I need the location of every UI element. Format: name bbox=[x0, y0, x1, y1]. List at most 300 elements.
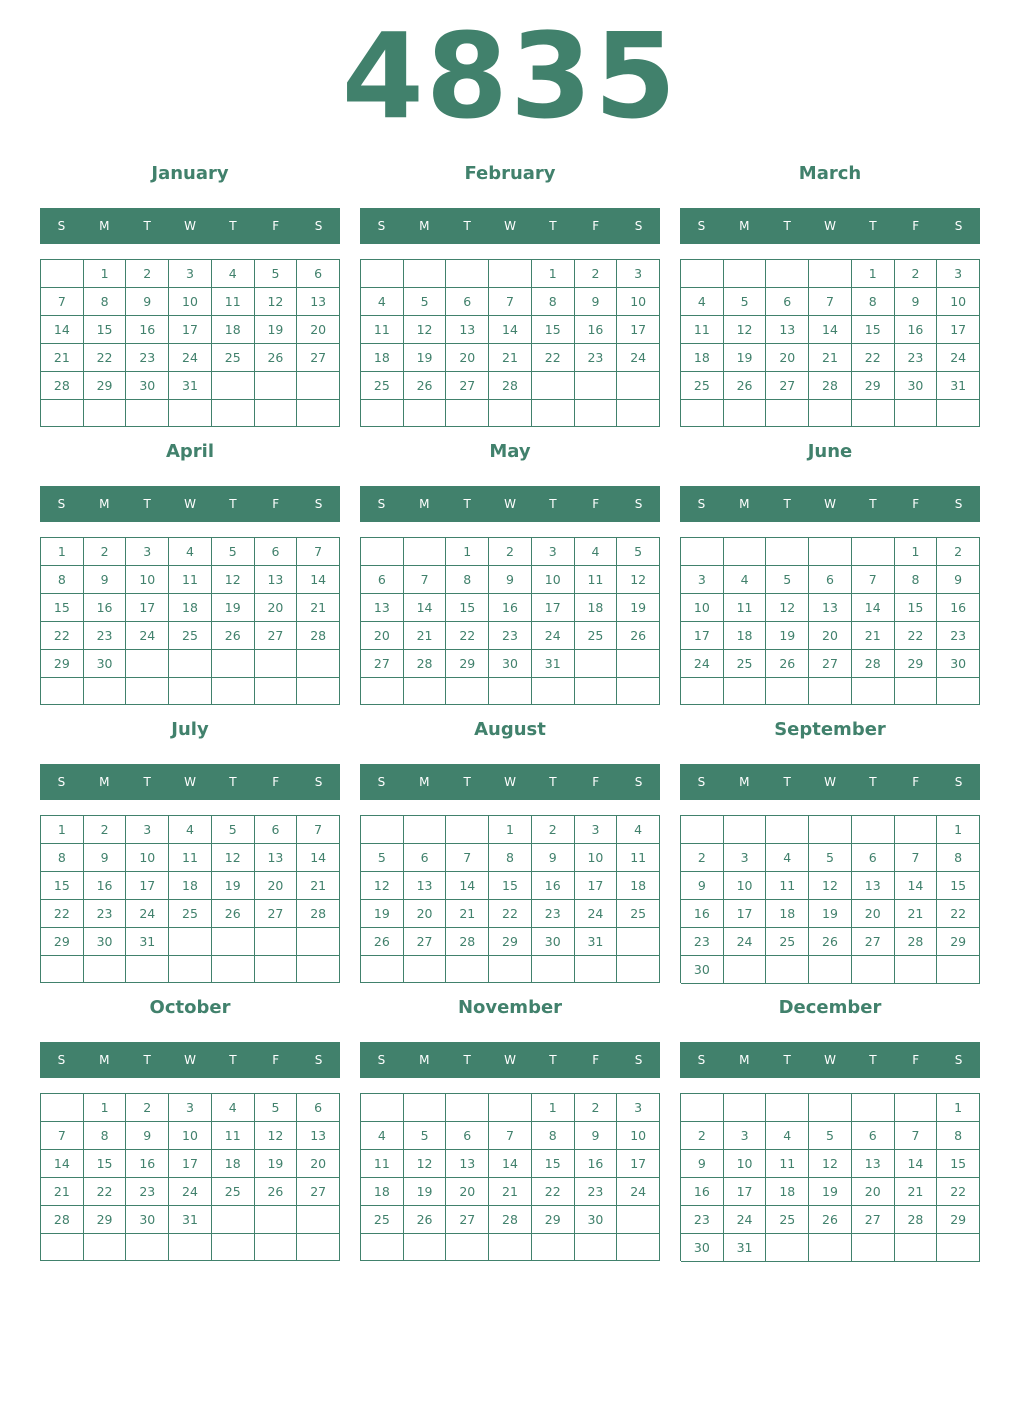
day-cell: 17 bbox=[169, 316, 212, 344]
day-cell: 20 bbox=[446, 1178, 489, 1206]
day-cell: 23 bbox=[84, 622, 127, 650]
empty-day-cell bbox=[404, 1094, 447, 1122]
day-cell: 11 bbox=[169, 566, 212, 594]
day-cell: 18 bbox=[361, 1178, 404, 1206]
day-cell: 25 bbox=[361, 372, 404, 400]
empty-day-cell bbox=[532, 372, 575, 400]
day-cell: 28 bbox=[809, 372, 852, 400]
day-cell: 28 bbox=[41, 1206, 84, 1234]
empty-day-cell bbox=[361, 400, 404, 427]
empty-day-cell bbox=[404, 1234, 447, 1261]
day-cell: 30 bbox=[489, 650, 532, 678]
day-cell: 28 bbox=[41, 372, 84, 400]
day-cell: 24 bbox=[681, 650, 724, 678]
day-cell: 17 bbox=[724, 1178, 767, 1206]
day-cell: 16 bbox=[84, 872, 127, 900]
day-cell: 19 bbox=[212, 594, 255, 622]
weekday-label: M bbox=[739, 775, 750, 789]
weekday-label: T bbox=[783, 1053, 791, 1067]
day-cell: 2 bbox=[126, 1094, 169, 1122]
day-cell: 9 bbox=[84, 844, 127, 872]
weekday-label: S bbox=[634, 497, 643, 511]
day-cell: 4 bbox=[361, 288, 404, 316]
day-cell: 2 bbox=[532, 816, 575, 844]
day-cell: 25 bbox=[724, 650, 767, 678]
day-cell: 21 bbox=[41, 1178, 84, 1206]
day-cell: 22 bbox=[852, 344, 895, 372]
day-cell: 27 bbox=[404, 928, 447, 956]
weekday-header bbox=[360, 208, 660, 244]
empty-day-cell bbox=[575, 956, 618, 983]
weekday-label: M bbox=[739, 219, 750, 233]
empty-day-cell bbox=[297, 1206, 340, 1234]
weekday-header bbox=[40, 486, 340, 522]
weekday-label: M bbox=[419, 497, 430, 511]
day-cell: 24 bbox=[617, 344, 660, 372]
empty-day-cell bbox=[404, 400, 447, 427]
weekday-label: T bbox=[549, 219, 557, 233]
day-cell: 29 bbox=[489, 928, 532, 956]
day-cell: 29 bbox=[532, 1206, 575, 1234]
day-cell: 3 bbox=[681, 566, 724, 594]
day-cell: 14 bbox=[297, 844, 340, 872]
day-cell: 22 bbox=[937, 1178, 980, 1206]
day-cell: 29 bbox=[852, 372, 895, 400]
weekday-label: S bbox=[954, 775, 963, 789]
day-cell: 7 bbox=[895, 844, 938, 872]
empty-day-cell bbox=[681, 538, 724, 566]
day-cell: 19 bbox=[724, 344, 767, 372]
day-cell: 27 bbox=[255, 622, 298, 650]
day-grid bbox=[360, 1093, 660, 1261]
empty-day-cell bbox=[617, 678, 660, 705]
weekday-label: W bbox=[184, 497, 196, 511]
day-cell: 18 bbox=[169, 594, 212, 622]
weekday-label: S bbox=[314, 775, 323, 789]
weekday-label: W bbox=[184, 219, 196, 233]
empty-day-cell bbox=[446, 1094, 489, 1122]
day-cell: 26 bbox=[766, 650, 809, 678]
day-cell: 21 bbox=[404, 622, 447, 650]
day-cell: 8 bbox=[446, 566, 489, 594]
day-cell: 26 bbox=[809, 928, 852, 956]
weekday-label: S bbox=[57, 497, 66, 511]
weekday-label: W bbox=[504, 1053, 516, 1067]
weekday-label: S bbox=[634, 219, 643, 233]
day-cell: 23 bbox=[937, 622, 980, 650]
day-cell: 19 bbox=[809, 900, 852, 928]
weekday-label: W bbox=[824, 497, 836, 511]
day-cell: 21 bbox=[895, 1178, 938, 1206]
day-cell: 1 bbox=[852, 260, 895, 288]
day-cell: 3 bbox=[169, 1094, 212, 1122]
day-cell: 26 bbox=[255, 344, 298, 372]
day-cell: 5 bbox=[404, 1122, 447, 1150]
weekday-header bbox=[40, 208, 340, 244]
day-cell: 11 bbox=[212, 1122, 255, 1150]
day-cell: 7 bbox=[852, 566, 895, 594]
day-cell: 30 bbox=[681, 956, 724, 984]
day-cell: 29 bbox=[41, 928, 84, 956]
day-cell: 10 bbox=[681, 594, 724, 622]
empty-day-cell bbox=[724, 400, 767, 427]
day-cell: 2 bbox=[681, 844, 724, 872]
day-cell: 12 bbox=[255, 1122, 298, 1150]
day-cell: 26 bbox=[724, 372, 767, 400]
day-cell: 19 bbox=[404, 1178, 447, 1206]
empty-day-cell bbox=[724, 260, 767, 288]
weekday-label: W bbox=[504, 775, 516, 789]
day-grid bbox=[40, 259, 340, 427]
weekday-label: S bbox=[954, 1053, 963, 1067]
day-cell: 6 bbox=[297, 1094, 340, 1122]
day-grid bbox=[680, 259, 980, 427]
weekday-label: S bbox=[954, 219, 963, 233]
day-cell: 30 bbox=[84, 928, 127, 956]
empty-day-cell bbox=[361, 678, 404, 705]
weekday-label: T bbox=[229, 1053, 237, 1067]
day-cell: 20 bbox=[809, 622, 852, 650]
day-cell: 25 bbox=[169, 622, 212, 650]
day-cell: 24 bbox=[937, 344, 980, 372]
day-cell: 28 bbox=[852, 650, 895, 678]
day-cell: 22 bbox=[84, 344, 127, 372]
empty-day-cell bbox=[852, 1234, 895, 1262]
day-cell: 12 bbox=[255, 288, 298, 316]
day-cell: 21 bbox=[297, 594, 340, 622]
day-cell: 19 bbox=[255, 1150, 298, 1178]
empty-day-cell bbox=[766, 400, 809, 427]
weekday-label: S bbox=[377, 219, 386, 233]
month-title: August bbox=[474, 719, 546, 740]
day-cell: 31 bbox=[169, 1206, 212, 1234]
empty-day-cell bbox=[809, 400, 852, 427]
day-cell: 14 bbox=[809, 316, 852, 344]
day-cell: 25 bbox=[766, 1206, 809, 1234]
day-cell: 6 bbox=[852, 844, 895, 872]
empty-day-cell bbox=[489, 956, 532, 983]
day-cell: 11 bbox=[617, 844, 660, 872]
empty-day-cell bbox=[575, 1234, 618, 1261]
month-title: February bbox=[464, 163, 556, 184]
day-cell: 2 bbox=[937, 538, 980, 566]
day-cell: 31 bbox=[532, 650, 575, 678]
month-title: November bbox=[457, 997, 563, 1018]
empty-day-cell bbox=[895, 956, 938, 984]
day-cell: 10 bbox=[169, 1122, 212, 1150]
empty-day-cell bbox=[212, 650, 255, 678]
empty-day-cell bbox=[895, 1094, 938, 1122]
empty-day-cell bbox=[361, 816, 404, 844]
day-cell: 31 bbox=[575, 928, 618, 956]
weekday-label: T bbox=[783, 775, 791, 789]
day-cell: 2 bbox=[681, 1122, 724, 1150]
month-title: March bbox=[798, 163, 862, 184]
day-cell: 10 bbox=[575, 844, 618, 872]
empty-day-cell bbox=[937, 1234, 980, 1262]
weekday-label: T bbox=[229, 775, 237, 789]
day-cell: 22 bbox=[446, 622, 489, 650]
day-cell: 13 bbox=[255, 566, 298, 594]
empty-day-cell bbox=[617, 1206, 660, 1234]
day-cell: 7 bbox=[41, 288, 84, 316]
day-cell: 23 bbox=[532, 900, 575, 928]
day-cell: 8 bbox=[532, 1122, 575, 1150]
empty-day-cell bbox=[446, 400, 489, 427]
day-cell: 26 bbox=[361, 928, 404, 956]
empty-day-cell bbox=[809, 1234, 852, 1262]
day-cell: 12 bbox=[212, 566, 255, 594]
day-cell: 24 bbox=[532, 622, 575, 650]
day-cell: 29 bbox=[937, 1206, 980, 1234]
day-cell: 10 bbox=[937, 288, 980, 316]
weekday-label: M bbox=[99, 775, 110, 789]
day-cell: 12 bbox=[361, 872, 404, 900]
empty-day-cell bbox=[681, 816, 724, 844]
weekday-label: S bbox=[314, 219, 323, 233]
weekday-label: S bbox=[697, 775, 706, 789]
day-cell: 2 bbox=[575, 260, 618, 288]
day-cell: 24 bbox=[617, 1178, 660, 1206]
day-cell: 16 bbox=[681, 900, 724, 928]
empty-day-cell bbox=[41, 260, 84, 288]
day-cell: 9 bbox=[126, 288, 169, 316]
day-cell: 16 bbox=[575, 316, 618, 344]
day-cell: 9 bbox=[681, 1150, 724, 1178]
day-cell: 14 bbox=[297, 566, 340, 594]
day-cell: 16 bbox=[937, 594, 980, 622]
day-cell: 7 bbox=[489, 1122, 532, 1150]
day-cell: 11 bbox=[169, 844, 212, 872]
weekday-label: F bbox=[592, 497, 600, 511]
weekday-label: W bbox=[824, 219, 836, 233]
empty-day-cell bbox=[681, 678, 724, 705]
day-cell: 8 bbox=[852, 288, 895, 316]
day-cell: 13 bbox=[852, 872, 895, 900]
day-cell: 15 bbox=[937, 1150, 980, 1178]
day-cell: 11 bbox=[724, 594, 767, 622]
day-cell: 22 bbox=[41, 622, 84, 650]
day-cell: 23 bbox=[84, 900, 127, 928]
empty-day-cell bbox=[169, 1234, 212, 1261]
day-cell: 24 bbox=[575, 900, 618, 928]
day-cell: 6 bbox=[361, 566, 404, 594]
empty-day-cell bbox=[255, 678, 298, 705]
day-cell: 29 bbox=[895, 650, 938, 678]
empty-day-cell bbox=[766, 816, 809, 844]
day-cell: 26 bbox=[212, 622, 255, 650]
day-cell: 25 bbox=[575, 622, 618, 650]
empty-day-cell bbox=[489, 678, 532, 705]
day-cell: 14 bbox=[404, 594, 447, 622]
day-cell: 17 bbox=[575, 872, 618, 900]
empty-day-cell bbox=[84, 400, 127, 427]
weekday-label: M bbox=[419, 775, 430, 789]
weekday-label: S bbox=[954, 497, 963, 511]
weekday-label: T bbox=[869, 497, 877, 511]
empty-day-cell bbox=[852, 1094, 895, 1122]
empty-day-cell bbox=[404, 816, 447, 844]
empty-day-cell bbox=[895, 400, 938, 427]
day-cell: 27 bbox=[809, 650, 852, 678]
day-cell: 8 bbox=[84, 1122, 127, 1150]
day-cell: 15 bbox=[84, 316, 127, 344]
empty-day-cell bbox=[766, 678, 809, 705]
empty-day-cell bbox=[41, 400, 84, 427]
day-cell: 21 bbox=[852, 622, 895, 650]
day-cell: 6 bbox=[404, 844, 447, 872]
weekday-label: S bbox=[697, 219, 706, 233]
day-cell: 5 bbox=[766, 566, 809, 594]
day-cell: 18 bbox=[681, 344, 724, 372]
empty-day-cell bbox=[361, 956, 404, 983]
day-cell: 26 bbox=[809, 1206, 852, 1234]
day-cell: 12 bbox=[404, 316, 447, 344]
day-cell: 18 bbox=[361, 344, 404, 372]
day-cell: 18 bbox=[766, 900, 809, 928]
weekday-label: T bbox=[463, 775, 471, 789]
weekday-label: T bbox=[143, 1053, 151, 1067]
empty-day-cell bbox=[766, 1234, 809, 1262]
day-grid bbox=[40, 1093, 340, 1261]
weekday-header bbox=[680, 764, 980, 800]
day-cell: 9 bbox=[937, 566, 980, 594]
day-cell: 1 bbox=[937, 1094, 980, 1122]
day-cell: 21 bbox=[41, 344, 84, 372]
day-cell: 28 bbox=[404, 650, 447, 678]
empty-day-cell bbox=[446, 816, 489, 844]
day-cell: 12 bbox=[809, 872, 852, 900]
weekday-label: T bbox=[869, 219, 877, 233]
day-cell: 16 bbox=[126, 316, 169, 344]
empty-day-cell bbox=[212, 400, 255, 427]
day-cell: 28 bbox=[297, 622, 340, 650]
empty-day-cell bbox=[297, 678, 340, 705]
day-cell: 4 bbox=[681, 288, 724, 316]
empty-day-cell bbox=[617, 400, 660, 427]
weekday-label: T bbox=[463, 497, 471, 511]
day-cell: 5 bbox=[212, 538, 255, 566]
day-cell: 3 bbox=[169, 260, 212, 288]
day-cell: 3 bbox=[575, 816, 618, 844]
day-cell: 11 bbox=[766, 872, 809, 900]
year-title: 4835 bbox=[341, 7, 679, 145]
day-cell: 21 bbox=[809, 344, 852, 372]
day-cell: 4 bbox=[169, 816, 212, 844]
empty-day-cell bbox=[404, 678, 447, 705]
day-cell: 15 bbox=[84, 1150, 127, 1178]
weekday-label: W bbox=[504, 497, 516, 511]
day-cell: 10 bbox=[724, 1150, 767, 1178]
day-cell: 29 bbox=[41, 650, 84, 678]
empty-day-cell bbox=[255, 1234, 298, 1261]
weekday-label: T bbox=[229, 497, 237, 511]
day-cell: 31 bbox=[126, 928, 169, 956]
day-cell: 5 bbox=[617, 538, 660, 566]
day-cell: 3 bbox=[724, 844, 767, 872]
empty-day-cell bbox=[852, 816, 895, 844]
day-cell: 11 bbox=[575, 566, 618, 594]
weekday-label: T bbox=[463, 219, 471, 233]
day-cell: 20 bbox=[255, 872, 298, 900]
weekday-label: W bbox=[504, 219, 516, 233]
day-cell: 23 bbox=[681, 1206, 724, 1234]
empty-day-cell bbox=[809, 816, 852, 844]
day-cell: 16 bbox=[681, 1178, 724, 1206]
month-title: October bbox=[149, 997, 231, 1018]
day-cell: 10 bbox=[169, 288, 212, 316]
empty-day-cell bbox=[895, 678, 938, 705]
day-cell: 11 bbox=[766, 1150, 809, 1178]
day-cell: 8 bbox=[489, 844, 532, 872]
weekday-label: T bbox=[869, 1053, 877, 1067]
day-cell: 4 bbox=[617, 816, 660, 844]
day-cell: 13 bbox=[404, 872, 447, 900]
day-cell: 13 bbox=[809, 594, 852, 622]
empty-day-cell bbox=[212, 678, 255, 705]
day-cell: 23 bbox=[575, 344, 618, 372]
empty-day-cell bbox=[84, 678, 127, 705]
day-cell: 2 bbox=[84, 538, 127, 566]
day-cell: 26 bbox=[212, 900, 255, 928]
day-cell: 20 bbox=[852, 900, 895, 928]
day-cell: 5 bbox=[255, 260, 298, 288]
empty-day-cell bbox=[532, 678, 575, 705]
day-cell: 23 bbox=[681, 928, 724, 956]
day-cell: 1 bbox=[446, 538, 489, 566]
empty-day-cell bbox=[937, 678, 980, 705]
day-cell: 22 bbox=[937, 900, 980, 928]
day-cell: 19 bbox=[404, 344, 447, 372]
weekday-label: M bbox=[739, 497, 750, 511]
day-cell: 18 bbox=[575, 594, 618, 622]
day-cell: 15 bbox=[937, 872, 980, 900]
day-cell: 2 bbox=[575, 1094, 618, 1122]
empty-day-cell bbox=[724, 956, 767, 984]
empty-day-cell bbox=[446, 1234, 489, 1261]
month-title: July bbox=[171, 719, 209, 740]
day-cell: 17 bbox=[169, 1150, 212, 1178]
day-cell: 9 bbox=[489, 566, 532, 594]
day-cell: 1 bbox=[489, 816, 532, 844]
weekday-label: F bbox=[912, 497, 920, 511]
empty-day-cell bbox=[617, 1234, 660, 1261]
weekday-label: T bbox=[143, 775, 151, 789]
day-cell: 30 bbox=[126, 372, 169, 400]
weekday-label: F bbox=[592, 219, 600, 233]
day-cell: 11 bbox=[361, 316, 404, 344]
day-cell: 10 bbox=[126, 844, 169, 872]
day-cell: 25 bbox=[766, 928, 809, 956]
day-cell: 15 bbox=[532, 1150, 575, 1178]
empty-day-cell bbox=[617, 956, 660, 983]
day-cell: 3 bbox=[126, 816, 169, 844]
empty-day-cell bbox=[126, 956, 169, 983]
day-cell: 12 bbox=[724, 316, 767, 344]
day-cell: 5 bbox=[255, 1094, 298, 1122]
day-cell: 30 bbox=[126, 1206, 169, 1234]
weekday-label: S bbox=[57, 219, 66, 233]
day-cell: 7 bbox=[41, 1122, 84, 1150]
day-cell: 9 bbox=[575, 1122, 618, 1150]
day-cell: 14 bbox=[489, 316, 532, 344]
empty-day-cell bbox=[809, 956, 852, 984]
day-cell: 13 bbox=[297, 288, 340, 316]
day-cell: 6 bbox=[255, 816, 298, 844]
empty-day-cell bbox=[446, 260, 489, 288]
day-cell: 28 bbox=[895, 928, 938, 956]
empty-day-cell bbox=[575, 372, 618, 400]
